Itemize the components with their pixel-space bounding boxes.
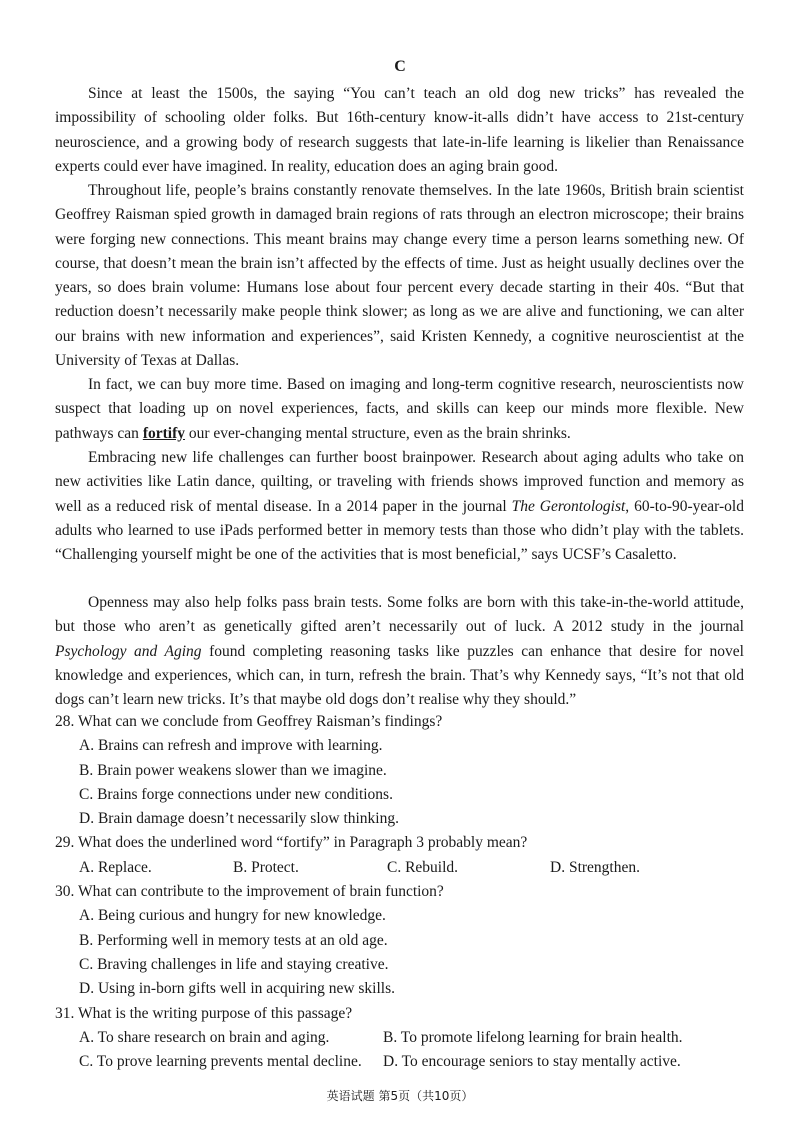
- page-footer: 英语试题 第5页（共10页）: [326, 1089, 474, 1103]
- question-30-stem: 30. What can contribute to the improvement of brain function?: [55, 883, 444, 901]
- question-30-option-a: A. Being curious and hungry for new knowledge.: [79, 907, 386, 925]
- question-28-option-d: D. Brain damage doesn’t necessarily slow thinking.: [79, 810, 399, 828]
- passage-paragraph-2: Throughout life, people’s brains constantly renovate themselves. In the late 1960s, British brain scientist Geoffrey Raisman spied growth in damaged brain regions of rats through an electron microscope; their brains were forging new connections. This meant brains may change every time a person learns something new. Of course, that doesn’t mean the brain isn’t affected by the effects of time. Just as height usually declines over the years, so does brain volume: Humans lose about four percent every decade starting in their 40s. “But that reduction doesn’t necessarily make people think slower; as long as we are alive and functioning, we can alter our brains with new information and experiences”, said Kristen Kennedy, a cognitive neuroscientist at the University of Texas at Dallas.: [55, 182, 744, 370]
- question-29-option-d: D. Strengthen.: [550, 858, 640, 876]
- passage-paragraph-3: [55, 373, 744, 446]
- question-31-option-c: C. To prove learning prevents mental decline.: [79, 1053, 362, 1071]
- question-29-option-b: B. Protect.: [233, 858, 299, 876]
- question-29-stem: 29. What does the underlined word “fortify” in Paragraph 3 probably mean?: [55, 834, 528, 852]
- question-28-stem: 28. What can we conclude from Geoffrey Raisman’s findings?: [55, 713, 443, 730]
- passage-paragraph-4: [55, 446, 744, 567]
- question-31-option-d: D. To encourage seniors to stay mentally active.: [383, 1053, 681, 1071]
- question-28-option-c: C. Brains forge connections under new conditions.: [79, 785, 393, 803]
- p3-text-after: our ever-changing mental structure, even as the brain shrinks.: [184, 424, 571, 442]
- p5-text-after: found completing reasoning tasks like puzzles can enhance that desire for novel knowledge and experiences, which can, in turn, refresh the brain. That’s why Kennedy says, “It’s not that old dogs can’t learn new tricks. It’s that maybe old dogs don’t realise why they should.”: [55, 642, 744, 709]
- question-31-options-row-2: [79, 1050, 755, 1074]
- question-29-options: [79, 856, 755, 880]
- question-31-stem: 31. What is the writing purpose of this passage?: [55, 1004, 353, 1022]
- journal-title-psychology-aging: Psychology and Aging: [55, 642, 202, 660]
- journal-title-gerontologist: The Gerontologist: [511, 497, 626, 515]
- question-29-option-c: C. Rebuild.: [387, 858, 459, 876]
- question-30-option-b: B. Performing well in memory tests at an old age.: [79, 931, 388, 949]
- question-30-option-d: D. Using in-born gifts well in acquiring new skills.: [79, 980, 395, 998]
- question-30-option-c: C. Braving challenges in life and staying creative.: [79, 955, 389, 973]
- p3-text-before: In fact, we can buy more time. Based on imaging and long-term cognitive research, neuroscientists now suspect that loading up on novel experiences, facts, and skills can keep our minds more flexible. New pathways can: [55, 376, 744, 442]
- passage-paragraph-5: [55, 591, 744, 712]
- passage-paragraph-1: Since at least the 1500s, the saying “You can’t teach an old dog new tricks” has revealed the impossibility of schooling older folks. But 16th-century know-it-alls didn’t have access to 21st-century neuroscience, and a growing body of research suggests that late-in-life learning is likelier than Renaissance experts could ever have imagined. In reality, education does an aging brain good.: [55, 85, 744, 175]
- p4-text-before: Embracing new life challenges can further boost brainpower. Research about aging adults who take on new activities like Latin dance, quilting, or traveling with friends shows improved function and memory as well as a reduced risk of mental disease. In a 2014 paper in the journal: [55, 449, 744, 515]
- question-31-option-b: B. To promote lifelong learning for brain health.: [383, 1028, 683, 1046]
- p5-text-before: Openness may also help folks pass brain tests. Some folks are born with this take-in-the-world attitude, but those who aren’t as genetically gifted aren’t necessarily out of luck. A 2012 study in the journal: [55, 594, 744, 636]
- question-28-option-a: A. Brains can refresh and improve with learning.: [79, 737, 383, 755]
- questions-section: [55, 710, 755, 1074]
- section-label: C: [394, 58, 406, 75]
- underlined-word: fortify: [142, 424, 185, 442]
- question-31-options-row-1: [79, 1026, 755, 1050]
- question-29-option-a: A. Replace.: [79, 858, 152, 876]
- question-31-option-a: A. To share research on brain and aging.: [79, 1028, 330, 1046]
- p4-text-after: , 60-to-90-year-old adults who learned to use iPads performed better in memory tests than those who didn’t play with the tablets. “Challenging yourself might be one of the activities that is most beneficial,” says UCSF’s Casaletto.: [55, 497, 744, 564]
- question-28-option-b: B. Brain power weakens slower than we imagine.: [79, 761, 387, 779]
